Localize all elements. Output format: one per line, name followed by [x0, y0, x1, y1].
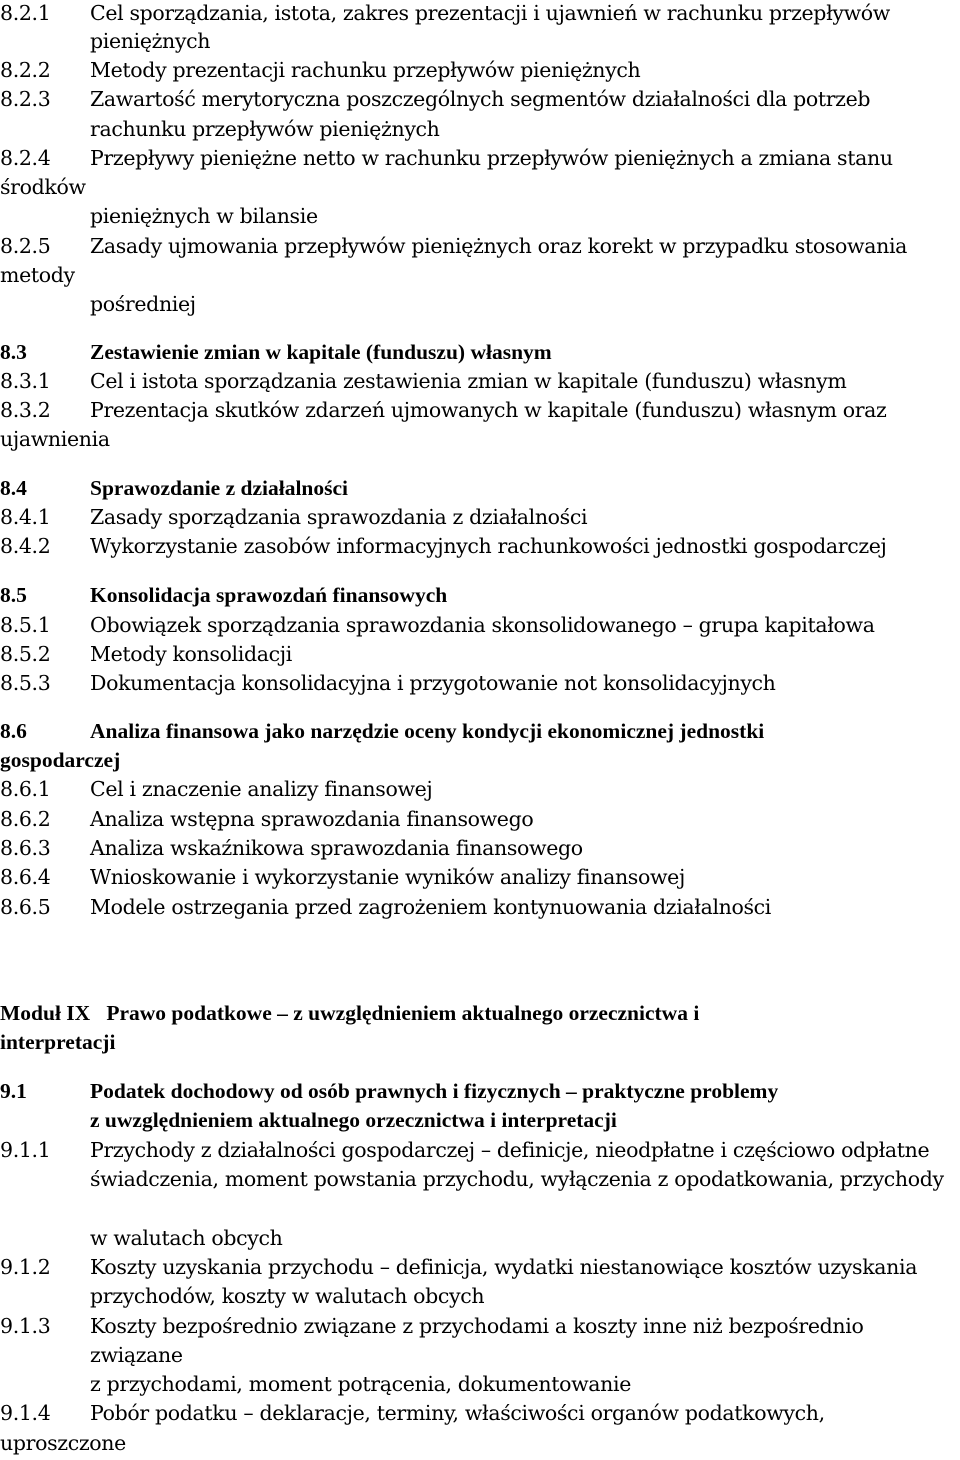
- entry-number: 8.6.5: [0, 895, 51, 919]
- entry-number: 9.1.4: [0, 1401, 51, 1425]
- module-heading: Moduł IX Prawo podatkowe – z uwzględnieniem aktualnego orzecznictwa i: [0, 1001, 700, 1025]
- entry-number: 8.2.1: [0, 1, 51, 25]
- section-title: Podatek dochodowy od osób prawnych i fizycznych – praktyczne problemy: [90, 1079, 779, 1103]
- entry-text: Zasady sporządzania sprawozdania z działalności: [90, 505, 588, 529]
- section-title: Analiza finansowa jako narzędzie oceny kondycji ekonomicznej jednostki: [90, 719, 765, 743]
- entry-text: Przepływy pieniężne netto w rachunku przepływów pieniężnych a zmiana stanu: [90, 146, 893, 170]
- section-number: 8.6: [0, 719, 27, 743]
- entry-number: 9.1.1: [0, 1138, 51, 1162]
- entry-continuation: z przychodami, moment potrącenia, dokumentowanie: [90, 1372, 631, 1396]
- section-title-continuation: gospodarczej: [0, 748, 121, 772]
- entry-text: Metody prezentacji rachunku przepływów pieniężnych: [90, 58, 641, 82]
- entry-text: Prezentacja skutków zdarzeń ujmowanych w kapitale (funduszu) własnym oraz: [90, 398, 887, 422]
- entry-text: Dokumentacja konsolidacyjna i przygotowanie not konsolidacyjnych: [90, 671, 776, 695]
- entry-text: Cel sporządzania, istota, zakres prezentacji i ujawnień w rachunku przepływów: [90, 1, 890, 25]
- entry-number: 8.5.3: [0, 671, 51, 695]
- entry-text: Koszty uzyskania przychodu – definicja, wydatki niestanowiące kosztów uzyskania: [90, 1255, 918, 1279]
- entry-continuation: metody: [0, 263, 75, 287]
- entry-text: Cel i znaczenie analizy finansowej: [90, 777, 433, 801]
- entry-text: Wnioskowanie i wykorzystanie wyników analizy finansowej: [90, 865, 685, 889]
- entry-number: 9.1.2: [0, 1255, 51, 1279]
- entry-continuation: pieniężnych: [90, 29, 211, 53]
- entry-number: 8.5.1: [0, 613, 51, 637]
- entry-continuation: związane: [90, 1343, 183, 1367]
- section-title: Zestawienie zmian w kapitale (funduszu) własnym: [90, 340, 552, 364]
- entry-number: 8.3.2: [0, 398, 51, 422]
- entry-text: Cel i istota sporządzania zestawienia zmian w kapitale (funduszu) własnym: [90, 369, 847, 393]
- entry-text: Analiza wstępna sprawozdania finansowego: [90, 807, 534, 831]
- entry-number: 8.6.3: [0, 836, 51, 860]
- section-number: 8.3: [0, 340, 27, 364]
- entry-number: 8.5.2: [0, 642, 51, 666]
- entry-continuation: uproszczone: [0, 1431, 126, 1455]
- entry-continuation: pośredniej: [90, 292, 196, 316]
- entry-text: Pobór podatku – deklaracje, terminy, właściwości organów podatkowych,: [90, 1401, 825, 1425]
- entry-number: 8.6.4: [0, 865, 51, 889]
- entry-text: Zasady ujmowania przepływów pieniężnych oraz korekt w przypadku stosowania: [90, 234, 908, 258]
- entry-text: Koszty bezpośrednio związane z przychodami a koszty inne niż bezpośrednio: [90, 1314, 864, 1338]
- section-number: 9.1: [0, 1079, 27, 1103]
- entry-text: Metody konsolidacji: [90, 642, 292, 666]
- section-number: 8.4: [0, 476, 27, 500]
- entry-number: 8.2.5: [0, 234, 51, 258]
- entry-text: Analiza wskaźnikowa sprawozdania finansowego: [90, 836, 583, 860]
- entry-continuation: ujawnienia: [0, 427, 110, 451]
- module-heading-continuation: interpretacji: [0, 1030, 116, 1054]
- entry-number: 8.4.2: [0, 534, 51, 558]
- entry-number: 8.2.2: [0, 58, 51, 82]
- entry-continuation: w walutach obcych: [90, 1226, 283, 1250]
- entry-number: 8.2.4: [0, 146, 51, 170]
- section-title: Sprawozdanie z działalności: [90, 476, 349, 500]
- entry-text: Modele ostrzegania przed zagrożeniem kontynuowania działalności: [90, 895, 772, 919]
- entry-number: 8.6.2: [0, 807, 51, 831]
- entry-text: Przychody z działalności gospodarczej – definicje, nieodpłatne i częściowo odpłatne: [90, 1138, 930, 1162]
- entry-number: 8.6.1: [0, 777, 51, 801]
- section-title-continuation: z uwzględnieniem aktualnego orzecznictwa i interpretacji: [90, 1108, 617, 1132]
- entry-number: 9.1.3: [0, 1314, 51, 1338]
- entry-continuation: przychodów, koszty w walutach obcych: [90, 1284, 485, 1308]
- entry-number: 8.2.3: [0, 87, 51, 111]
- entry-text: Obowiązek sporządzania sprawozdania skonsolidowanego – grupa kapitałowa: [90, 613, 875, 637]
- entry-text: Wykorzystanie zasobów informacyjnych rachunkowości jednostki gospodarczej: [90, 534, 887, 558]
- entry-number: 8.4.1: [0, 505, 51, 529]
- section-number: 8.5: [0, 583, 27, 607]
- entry-continuation: środków: [0, 175, 86, 199]
- entry-number: 8.3.1: [0, 369, 51, 393]
- entry-continuation: rachunku przepływów pieniężnych: [90, 117, 440, 141]
- section-title: Konsolidacja sprawozdań finansowych: [90, 583, 448, 607]
- entry-continuation: świadczenia, moment powstania przychodu, wyłączenia z opodatkowania, przychody: [90, 1167, 944, 1191]
- entry-text: Zawartość merytoryczna poszczególnych segmentów działalności dla potrzeb: [90, 87, 871, 111]
- entry-continuation: pieniężnych w bilansie: [90, 204, 318, 228]
